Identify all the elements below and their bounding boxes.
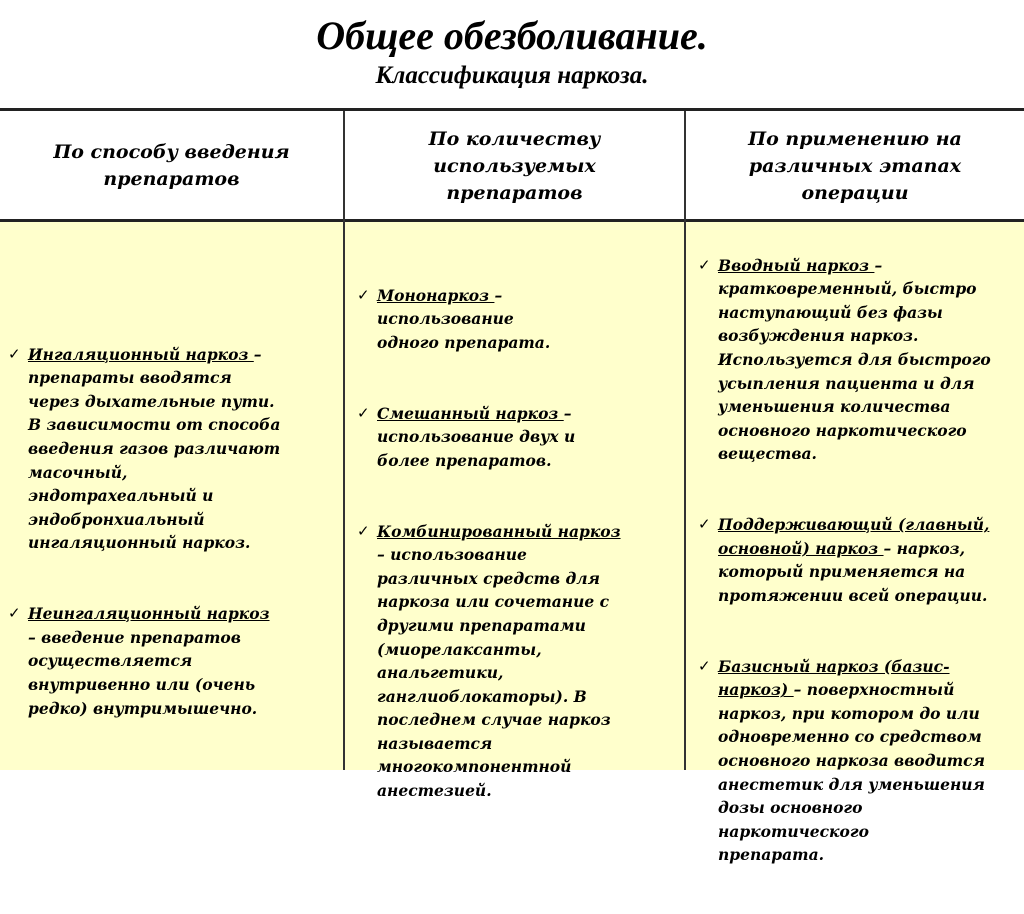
header-drug-count: По количеству используемых препаратов	[345, 111, 684, 221]
column-administration-route	[0, 222, 343, 770]
column-divider	[343, 111, 345, 770]
item-description: – введение препаратов осуществляется внутривенно или (очень редко) внутримышечно.	[28, 627, 258, 718]
list-item	[349, 402, 684, 473]
list-item	[690, 655, 1024, 867]
item-term: Базисный наркоз (базис- наркоз)	[718, 656, 950, 700]
checkmark-icon: ✓	[698, 656, 711, 675]
item-description: – использование двух и более препаратов.	[377, 403, 576, 470]
checkmark-icon: ✓	[698, 515, 711, 534]
checkmark-icon: ✓	[357, 403, 370, 422]
page-title: Общее обезболивание.	[316, 13, 708, 58]
checkmark-icon: ✓	[357, 521, 370, 540]
item-term: Поддерживающий (главный, основной) наркоз	[718, 515, 990, 558]
header-operation-stage: По применению на различных этапах операции	[686, 111, 1024, 221]
header-administration-route: По способу введения препаратов	[0, 111, 343, 221]
item-description: – использование различных средств для наркоза или сочетание с другими препаратами (миорелаксанты, анальгетики, ганглиоблокаторы). В последнем случае наркоз называется многокомпонентной анестезией.	[377, 545, 611, 801]
column-operation-stage	[686, 222, 1024, 865]
checkmark-icon: ✓	[698, 255, 711, 274]
item-term: Комбинированный наркоз	[377, 521, 621, 541]
list-item	[0, 343, 343, 555]
checkmark-icon: ✓	[8, 604, 21, 623]
list-item	[690, 254, 1024, 466]
list-item	[349, 284, 684, 355]
header-divider	[0, 219, 1024, 222]
page-subtitle: Классификация наркоза.	[375, 62, 649, 89]
checkmark-icon: ✓	[357, 285, 370, 304]
item-term: Мононаркоз	[377, 285, 495, 305]
item-term: Смешанный наркоз	[377, 403, 564, 423]
item-term: Ингаляционный наркоз	[28, 344, 254, 364]
item-term: Неингаляционный наркоз	[28, 604, 270, 624]
item-description: – использование одного препарата.	[377, 285, 551, 352]
item-description: – наркоз, который применяется на протяжении всей операции.	[718, 538, 988, 605]
column-drug-count	[345, 222, 684, 801]
item-description: – поверхностный наркоз, при котором до или одновременно со средством основного наркоза вводится анестетик для уменьшения дозы основного наркотического препарата.	[718, 680, 985, 865]
item-description: – кратковременный, быстро наступающий без фазы возбуждения наркоз. Используется для быстрого усыпления пациента и для уменьшения количества основного наркотического вещества.	[718, 255, 991, 464]
list-item	[349, 520, 684, 803]
item-description: – препараты вводятся через дыхательные пути. В зависимости от способа введения газов различают масочный, эндотрахеальный и эндобронхиальный ингаляционный наркоз.	[28, 344, 281, 553]
checkmark-icon: ✓	[8, 344, 21, 363]
item-term: Вводный наркоз	[718, 255, 875, 275]
list-item	[0, 602, 343, 720]
classification-table	[0, 108, 1024, 865]
column-divider	[684, 111, 686, 770]
list-item	[690, 513, 1024, 607]
